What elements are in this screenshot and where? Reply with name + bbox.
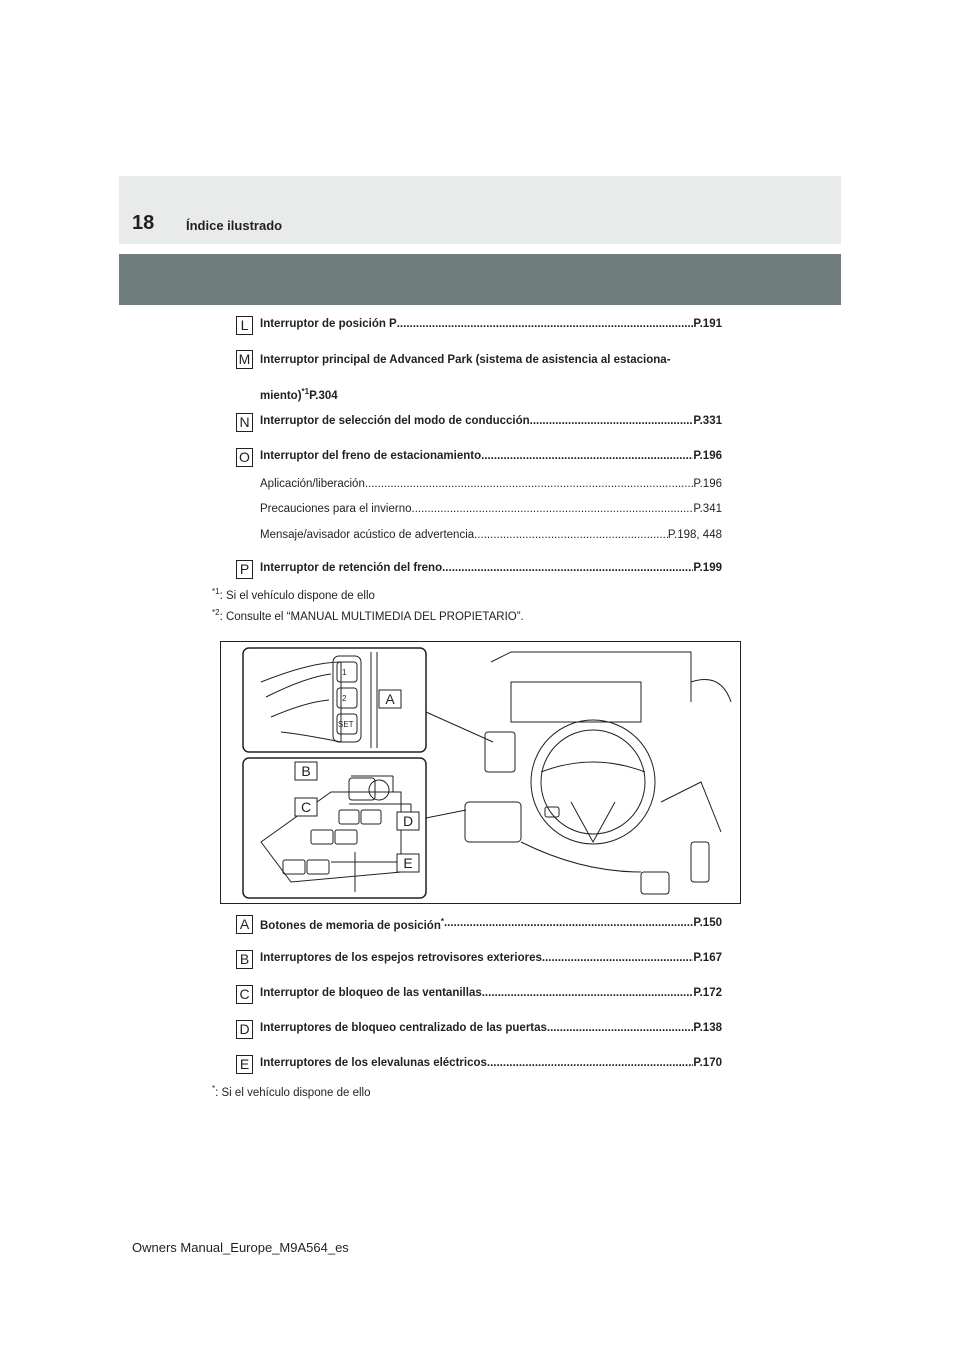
item-text: Interruptor de posición P [260, 318, 397, 330]
item-letter: M [236, 350, 253, 369]
page-ref[interactable]: P.170 [693, 1057, 722, 1069]
page-ref[interactable]: P.331 [693, 415, 722, 427]
memory-label: 2 [342, 694, 347, 703]
footnote-mark: *1 [212, 587, 220, 596]
item-letter: E [236, 1055, 253, 1074]
index-item-m [236, 350, 722, 400]
item-text: Botones de memoria de posición [260, 919, 441, 932]
index-item-o [236, 448, 722, 468]
dashboard-illustration [220, 641, 741, 904]
footnote-mark: * [440, 917, 444, 926]
footnote-mark: *1 [301, 387, 310, 396]
page-ref[interactable]: P.191 [693, 318, 722, 330]
callout-c: C [300, 799, 312, 815]
index-item-e [236, 1055, 722, 1075]
memory-label: 1 [342, 668, 347, 677]
index-item-b [236, 950, 722, 970]
item-letter: B [236, 950, 253, 969]
header-band [119, 176, 841, 244]
page-ref[interactable]: P.199 [693, 562, 722, 574]
footnote-text: : Si el vehículo dispone de ello [215, 1086, 371, 1099]
sub-item-text: Precauciones para el invierno [260, 503, 412, 515]
item-letter: L [236, 316, 253, 335]
item-letter: N [236, 413, 253, 432]
footnote-text: : Consulte el “MANUAL MULTIMEDIA DEL PROPIETARIO”. [219, 610, 524, 623]
item-letter: D [236, 1020, 253, 1039]
item-text: Interruptor principal de Advanced Park (sistema de asistencia al estaciona- [260, 354, 671, 366]
item-letter: P [236, 560, 253, 579]
item-letter: C [236, 985, 253, 1004]
footnote-mark: * [212, 1084, 216, 1093]
section-title: Índice ilustrado [186, 218, 283, 233]
index-item-n [236, 413, 722, 433]
item-letter: A [236, 915, 253, 934]
item-text: Interruptores de los espejos retrovisores exteriores [260, 952, 542, 964]
callout-b: B [301, 763, 311, 779]
page-ref[interactable]: P.138 [693, 1022, 722, 1034]
footnote-text: : Si el vehículo dispone de ello [219, 589, 375, 602]
page-ref[interactable]: P.172 [693, 987, 722, 999]
footer-doc-id: Owners Manual_Europe_M9A564_es [132, 1240, 349, 1255]
page-ref[interactable]: P.341 [693, 503, 722, 515]
memory-button-labels [338, 668, 354, 729]
callout-d: D [402, 813, 414, 829]
dashboard-drawing [221, 642, 740, 903]
index-item-d [236, 1020, 722, 1040]
index-item-c [236, 985, 722, 1005]
callout-e: E [403, 855, 413, 871]
page-ref[interactable]: P.304 [309, 389, 338, 402]
footnote-mark: *2 [212, 608, 220, 617]
item-letter: O [236, 448, 253, 467]
page-ref[interactable]: P.167 [693, 952, 722, 964]
page-ref[interactable]: P.150 [693, 917, 722, 929]
index-item-a [236, 915, 722, 935]
item-text: Interruptor de bloqueo de las ventanillas [260, 987, 482, 999]
page-ref[interactable]: P.198, 448 [667, 529, 722, 541]
section-band [119, 254, 841, 305]
memory-label: SET [338, 720, 354, 729]
sub-item [260, 503, 722, 515]
page-ref[interactable]: P.196 [693, 478, 722, 490]
page-number: 18 [132, 212, 155, 234]
sub-item [260, 478, 722, 490]
sub-item-text: Mensaje/avisador acústico de advertencia [260, 529, 475, 541]
footnote [212, 587, 375, 602]
sub-item [260, 529, 722, 541]
sub-item-text: Aplicación/liberación [260, 478, 365, 490]
callout-a: A [385, 691, 395, 707]
footnote [212, 1084, 370, 1099]
index-item-p [236, 560, 722, 580]
item-text-cont: miento) [260, 389, 302, 402]
item-text: Interruptores de bloqueo centralizado de las puertas [260, 1022, 547, 1034]
page-ref[interactable]: P.196 [693, 450, 722, 462]
item-text: Interruptor de selección del modo de conducción [260, 415, 530, 427]
footnote [212, 608, 524, 623]
item-text: Interruptor del freno de estacionamiento [260, 450, 482, 462]
item-text: Interruptores de los elevalunas eléctricos [260, 1057, 487, 1069]
index-item-l [236, 316, 722, 336]
item-text: Interruptor de retención del freno [260, 562, 443, 574]
